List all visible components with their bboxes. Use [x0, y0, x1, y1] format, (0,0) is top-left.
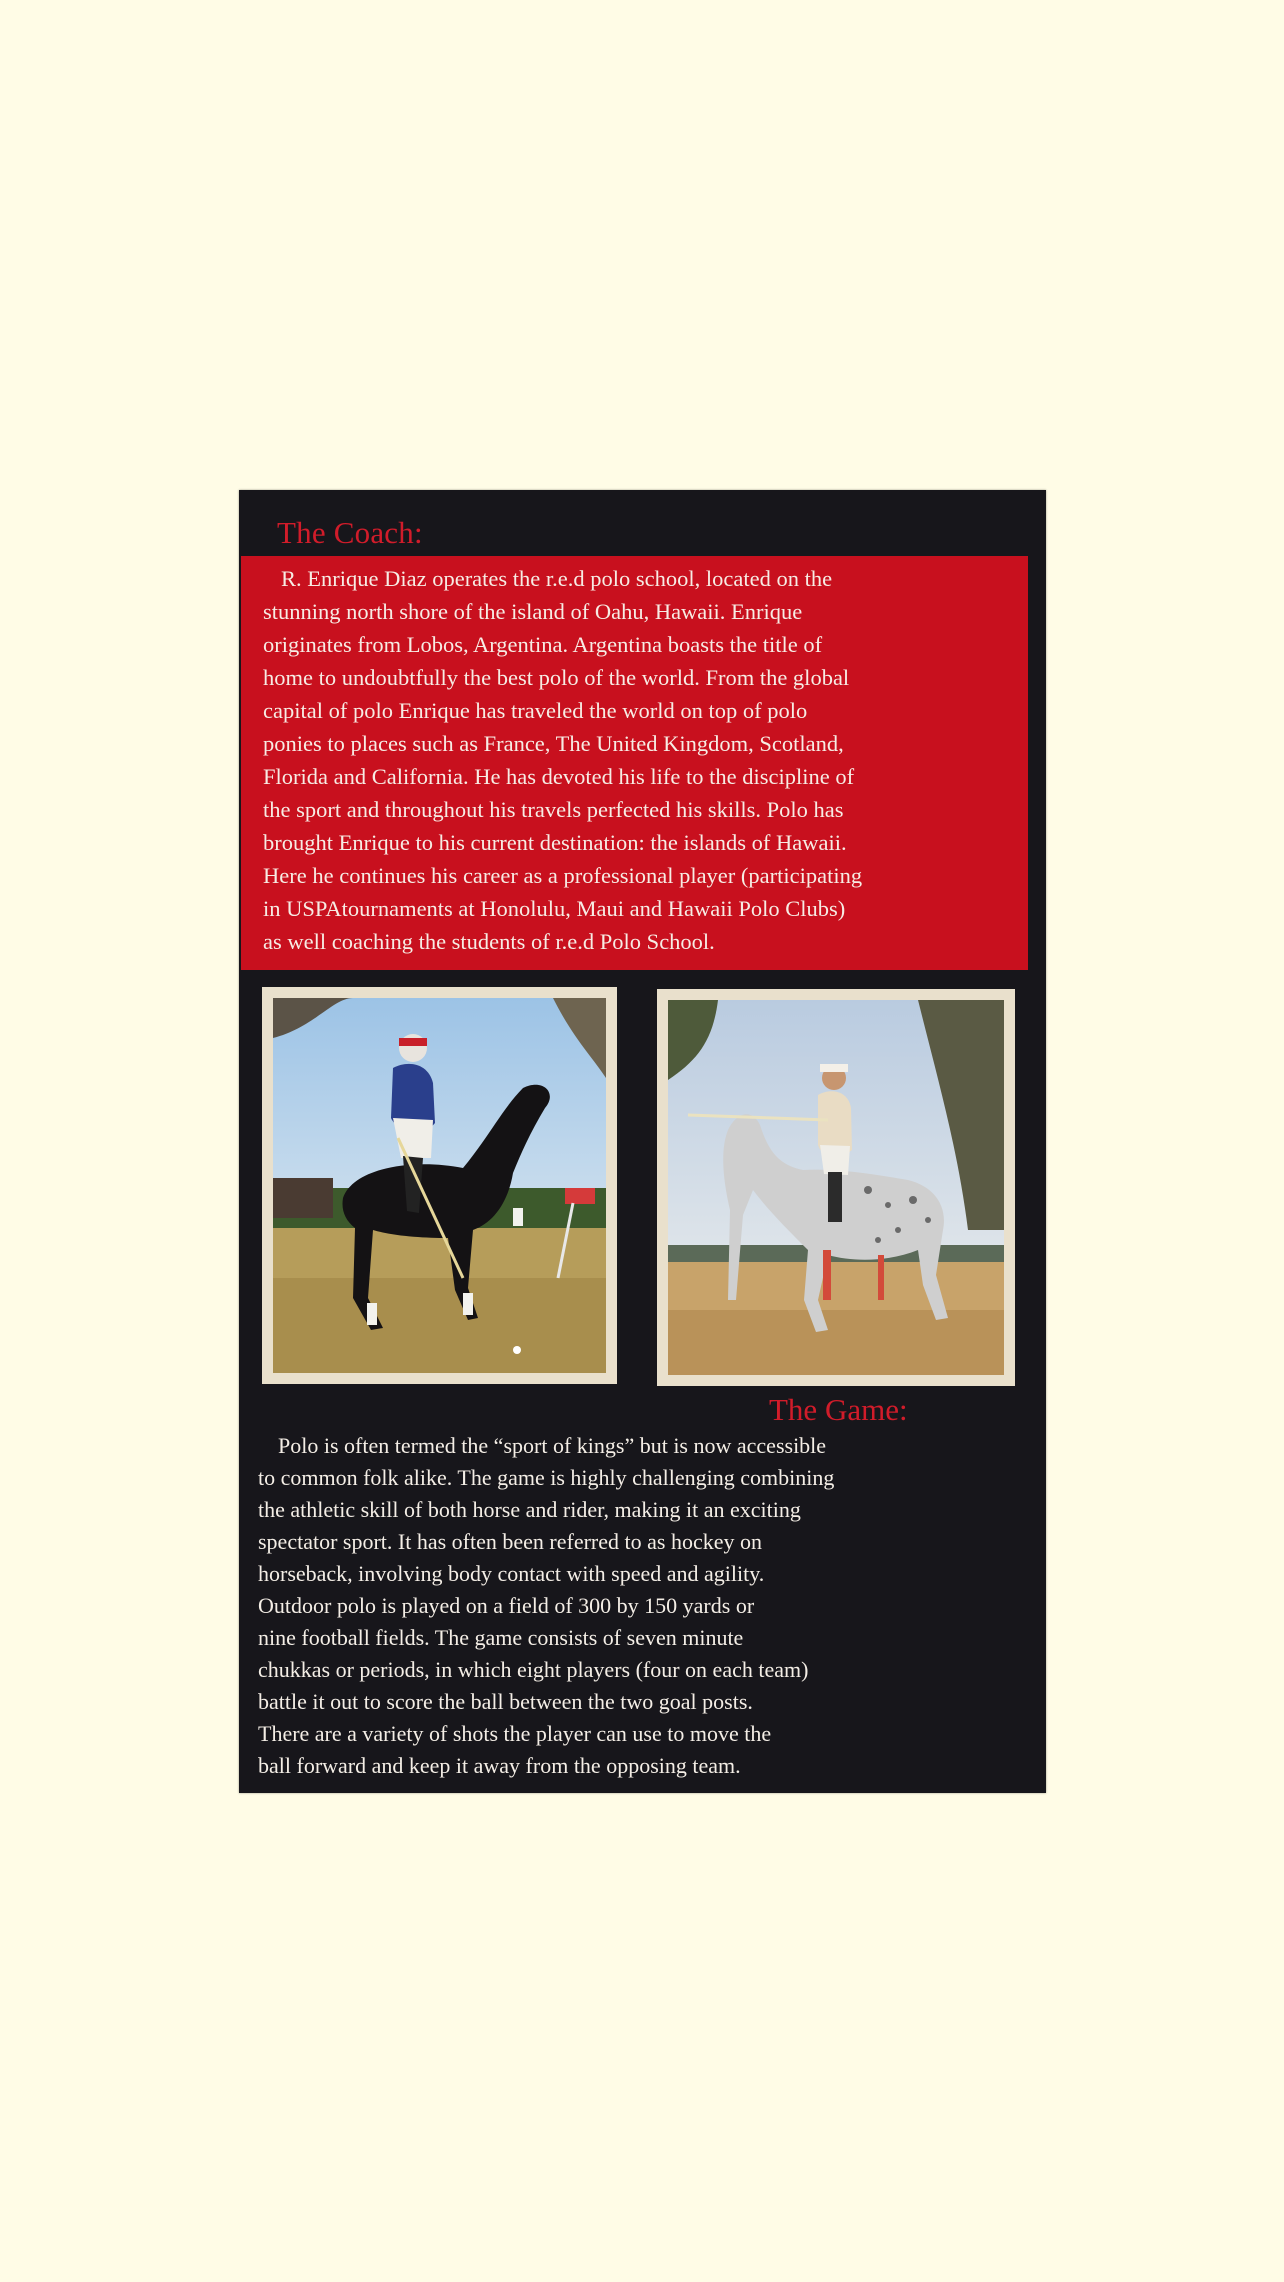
- coach-bio-line: capital of polo Enrique has traveled the world on top of polo: [263, 698, 808, 723]
- game-description-line: the athletic skill of both horse and rider, making it an exciting: [258, 1497, 801, 1522]
- game-description-line: Polo is often termed the “sport of kings” but is now accessible: [278, 1433, 827, 1458]
- coach-bio-line: ponies to places such as France, The United Kingdom, Scotland,: [263, 731, 844, 756]
- polo-photo-spotted-horse: [657, 989, 1015, 1386]
- coach-heading: The Coach:: [277, 515, 423, 550]
- coach-bio-line: the sport and throughout his travels perfected his skills. Polo has: [263, 797, 844, 822]
- coach-bio-line: R. Enrique Diaz operates the r.e.d polo school, located on the: [281, 566, 833, 591]
- game-heading: The Game:: [769, 1392, 908, 1427]
- coach-bio-line: Here he continues his career as a professional player (participating: [263, 863, 863, 888]
- game-description-line: horseback, involving body contact with speed and agility.: [258, 1561, 765, 1586]
- polo-photo-dark-horse: [262, 987, 617, 1384]
- coach-bio-box: [241, 556, 1028, 970]
- coach-bio-line: in USPAtournaments at Honolulu, Maui and Hawaii Polo Clubs): [263, 896, 846, 921]
- coach-bio-line: home to undoubtfully the best polo of the world. From the global: [263, 665, 850, 690]
- coach-bio-line: as well coaching the students of r.e.d Polo School.: [263, 929, 715, 954]
- polo-school-flyer: [239, 490, 1046, 1793]
- game-description-line: spectator sport. It has often been referred to as hockey on: [258, 1529, 762, 1554]
- polo-photo-spotted-horse-image: [668, 1000, 1004, 1375]
- polo-photo-dark-horse-image: [273, 998, 606, 1373]
- game-description: [258, 1430, 834, 1782]
- game-description-line: Outdoor polo is played on a field of 300 by 150 yards or: [258, 1593, 755, 1618]
- coach-bio-line: brought Enrique to his current destination: the islands of Hawaii.: [263, 830, 847, 855]
- game-description-line: chukkas or periods, in which eight players (four on each team): [258, 1657, 809, 1682]
- game-description-line: battle it out to score the ball between the two goal posts.: [258, 1689, 753, 1714]
- game-description-line: nine football fields. The game consists of seven minute: [258, 1625, 744, 1650]
- game-description-line: to common folk alike. The game is highly challenging combining: [258, 1465, 835, 1490]
- coach-bio-line: Florida and California. He has devoted his life to the discipline of: [263, 764, 855, 789]
- game-description-line: There are a variety of shots the player can use to move the: [258, 1721, 772, 1746]
- coach-bio-line: originates from Lobos, Argentina. Argentina boasts the title of: [263, 632, 823, 657]
- game-description-line: ball forward and keep it away from the opposing team.: [258, 1753, 741, 1778]
- coach-bio-line: stunning north shore of the island of Oahu, Hawaii. Enrique: [263, 599, 803, 624]
